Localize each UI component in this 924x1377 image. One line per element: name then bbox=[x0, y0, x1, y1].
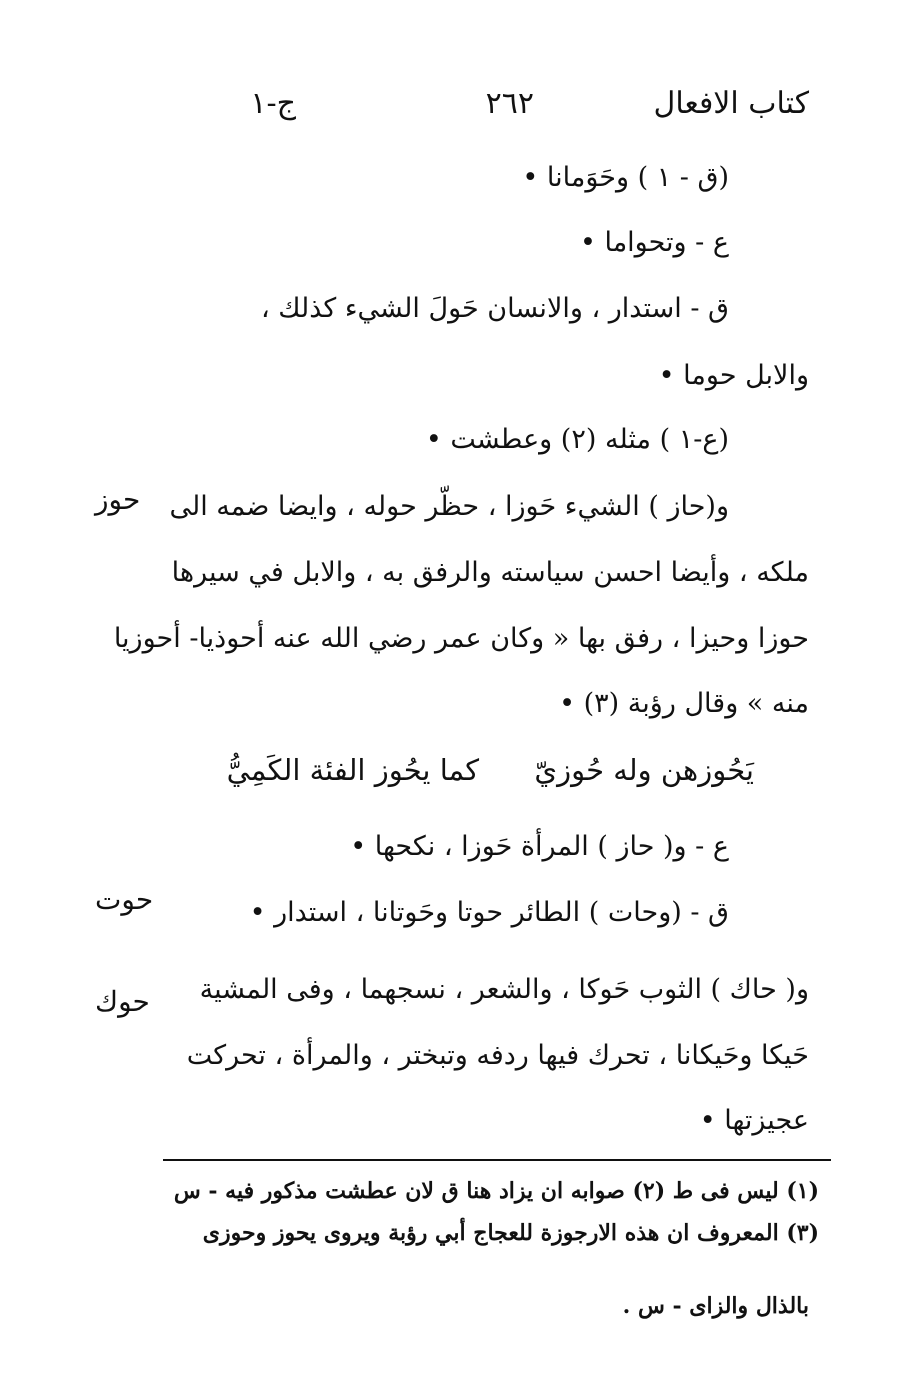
text-line: و(حاز ) الشيء حَوزا ، حظّر حوله ، وايضا ضمه الى bbox=[169, 491, 729, 522]
text-line: ق - استدار ، والانسان حَولَ الشيء كذلك ، bbox=[260, 293, 729, 324]
text-line: ق - (وحات ) الطائر حوتا وحَوتانا ، استدار • bbox=[249, 897, 729, 928]
text-line: ع - و( حاز ) المرأة حَوزا ، نكحها • bbox=[350, 831, 729, 862]
text-line: والابل حوما • bbox=[658, 360, 809, 391]
volume-label: ج-١ bbox=[250, 86, 296, 121]
text-line: منه » وقال رؤبة (٣) • bbox=[559, 688, 809, 719]
footnote-line: (١) ليس فى ط (٢) صوابه ان يزاد هنا ق لان عطشت مذكور فيه - س bbox=[173, 1178, 819, 1204]
footnote-divider bbox=[163, 1159, 831, 1161]
margin-keyword-hawk: حوك bbox=[95, 985, 150, 1018]
footnote-line: (٣) المعروف ان هذه الارجوزة للعجاج أبي رؤبة ويروى يحوز وحوزى bbox=[202, 1220, 819, 1246]
text-line: حوزا وحيزا ، رفق بها « وكان عمر رضي الله عنه أحوذيا- أحوزيا bbox=[113, 623, 809, 654]
text-line: ع - وتحواما • bbox=[579, 227, 729, 258]
text-line: ملكه ، وأيضا احسن سياسته والرفق به ، والابل في سيرها bbox=[171, 557, 809, 588]
margin-keyword-hawt: حوت bbox=[95, 883, 154, 916]
book-title: كتاب الافعال bbox=[653, 86, 809, 121]
text-line: و( حاك ) الثوب حَوكا ، والشعر ، نسجهما ، وفى المشية bbox=[199, 974, 809, 1005]
text-line: (ع-١ ) مثله (٢) وعطشت • bbox=[425, 424, 729, 455]
text-line: حَيكا وحَيكانا ، تحرك فيها ردفه وتبختر ، والمرأة ، تحركت bbox=[186, 1040, 809, 1071]
text-line: (ق - ١ ) وحَوَمانا • bbox=[522, 162, 729, 193]
footnote-line: بالذال والزاى - س . bbox=[622, 1293, 809, 1319]
margin-keyword-hawz: حوز bbox=[95, 483, 141, 516]
text-line: عجيزتها • bbox=[699, 1105, 809, 1136]
page-number: ٢٦٢ bbox=[485, 86, 534, 121]
verse-line: يَحُوزهن وله حُوزيّ كما يحُوز الفئة الكَمِيُّ bbox=[226, 753, 754, 787]
